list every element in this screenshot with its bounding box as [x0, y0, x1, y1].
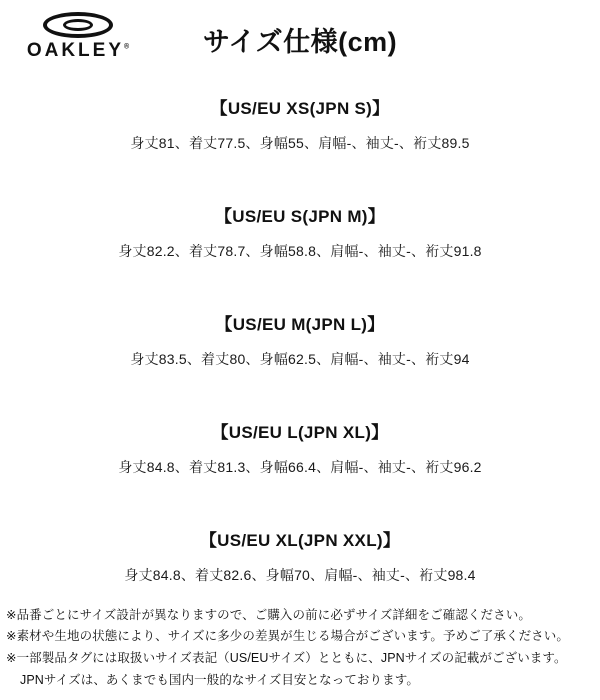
- size-heading: 【US/EU L(JPN XL)】: [211, 423, 389, 442]
- footnote-item: ※素材や生地の状態により、サイズに多少の差異が生じる場合がございます。予めご了承ください。: [6, 629, 569, 644]
- size-entry-m: [0, 310, 600, 369]
- size-measurements: 身丈84.8、着丈81.3、身幅66.4、肩幅-、袖丈-、裄丈96.2: [118, 459, 482, 475]
- page-title: サイズ仕様(cm): [202, 27, 398, 57]
- size-measurements: 身丈81、着丈77.5、身幅55、肩幅-、袖丈-、裄丈89.5: [130, 135, 470, 151]
- size-heading: 【US/EU XS(JPN S)】: [210, 99, 390, 118]
- size-heading: 【US/EU S(JPN M)】: [214, 207, 386, 226]
- footnotes: [0, 605, 600, 693]
- size-entry-xl: [0, 526, 600, 585]
- page-header: [0, 0, 600, 72]
- size-measurements: 身丈82.2、着丈78.7、身幅58.8、肩幅-、袖丈-、裄丈91.8: [118, 243, 482, 259]
- size-entry-l: [0, 418, 600, 477]
- footnote-item: ※一部製品タグには取扱いサイズ表記（US/EUサイズ）とともに、JPNサイズの記載がございます。: [6, 651, 567, 666]
- footnote-item: JPNサイズは、あくまでも国内一般的なサイズ目安となっております。: [20, 673, 419, 688]
- size-heading: 【US/EU M(JPN L)】: [215, 315, 385, 334]
- size-entry-s: [0, 202, 600, 261]
- size-entry-xs: [0, 94, 600, 153]
- footnote-item: ※品番ごとにサイズ設計が異なりますので、ご購入の前に必ずサイズ詳細をご確認ください。: [6, 607, 531, 622]
- trademark-symbol: ®: [124, 43, 130, 51]
- size-measurements: 身丈84.8、着丈82.6、身幅70、肩幅-、袖丈-、裄丈98.4: [124, 567, 476, 583]
- size-measurements: 身丈83.5、着丈80、身幅62.5、肩幅-、袖丈-、裄丈94: [130, 351, 470, 367]
- oakley-wordmark-text: OAKLEY: [26, 40, 124, 61]
- size-heading: 【US/EU XL(JPN XXL)】: [199, 531, 401, 550]
- size-list: [0, 94, 600, 585]
